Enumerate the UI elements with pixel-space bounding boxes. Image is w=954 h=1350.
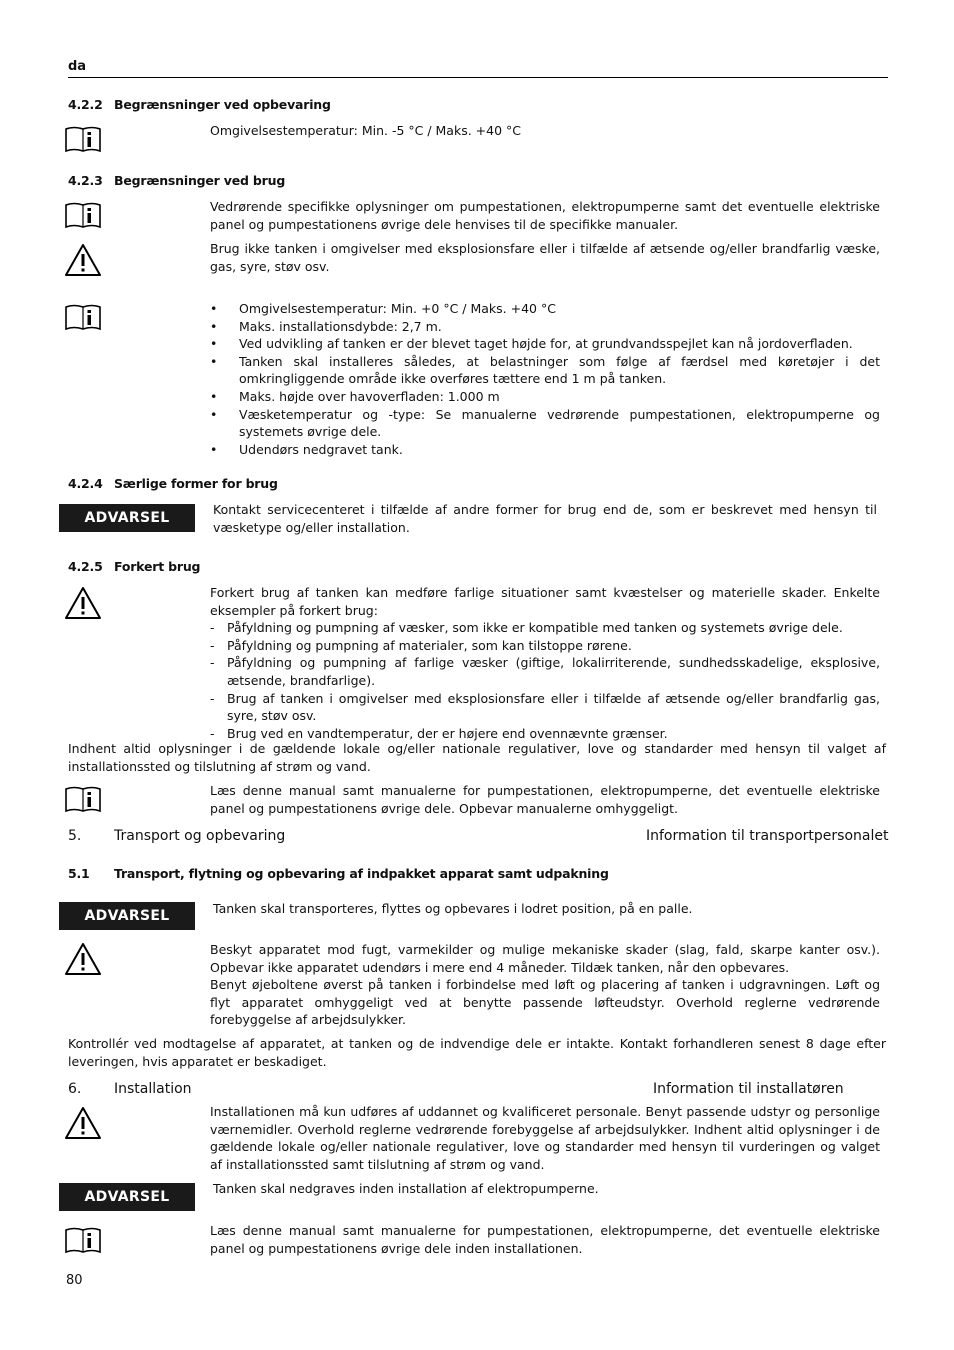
misuse-block [210, 584, 880, 742]
manual-info-icon [64, 124, 102, 158]
section-number: 4.2.3 [68, 173, 103, 188]
advarsel-badge: ADVARSEL [59, 1183, 195, 1211]
advarsel-badge: ADVARSEL [59, 504, 195, 532]
warning-triangle-icon [64, 586, 102, 624]
list-item: - Brug af tanken i omgivelser med eksplosionsfare eller i tilfælde af ætsende og/eller brandfarlig gas, syre, støv osv. [210, 690, 880, 725]
list-item: - Påfyldning og pumpning af materialer, som kan tilstoppe rørene. [210, 637, 880, 655]
warning-triangle-icon [64, 942, 102, 980]
heading-5 [68, 828, 285, 844]
audience-label: Information til transportpersonalet [646, 828, 889, 844]
usage-limits-list [210, 300, 880, 458]
header-divider [68, 77, 888, 78]
heading-4-2-2 [68, 97, 331, 112]
protect-text: Beskyt apparatet mod fugt, varmekilder og mulige mekaniske skader (slag, fald, skarpe kanter osv.). Opbevar ikke apparatet udendørs i mere end 4 måneder. Tildæk tanken, når den opbevares. [210, 942, 880, 975]
section-number: 4.2.2 [68, 97, 103, 112]
page-number: 80 [66, 1273, 83, 1288]
audience-label: Information til installatøren [653, 1081, 844, 1097]
read-manual-before-install-text: Læs denne manual samt manualerne for pumpestationen, elektropumperne, det eventuelle elektriske panel og pumpestationens øvrige dele inden installationen. [210, 1223, 880, 1256]
heading-6 [68, 1081, 192, 1097]
manual-info-icon [64, 200, 102, 234]
section-number: 6. [68, 1081, 82, 1097]
warning-triangle-icon [64, 243, 102, 281]
list-item: - Påfyldning og pumpning af farlige væsker (giftige, lokalirriterende, sundhedsskadelige, eksplosive, ætsende, brandfarlige). [210, 654, 880, 689]
list-item: • Maks. installationsdybde: 2,7 m. [210, 318, 880, 336]
section-title: Begrænsninger ved opbevaring [114, 97, 331, 112]
section-title: Installation [114, 1081, 192, 1097]
usage-warning-text: Brug ikke tanken i omgivelser med eksplosionsfare eller i tilfælde af ætsende og/eller brandfarlig væske, gas, syre, støv osv. [210, 241, 880, 274]
list-item: - Påfyldning og pumpning af væsker, som ikke er kompatible med tanken og systemets øvrige dele. [210, 619, 880, 637]
storage-temperature-text: Omgivelsestemperatur: Min. -5 °C / Maks. +40 °C [210, 123, 521, 138]
misuse-list [210, 619, 880, 742]
section-title: Begrænsninger ved brug [114, 173, 286, 188]
transport-position-text: Tanken skal transporteres, flyttes og opbevares i lodret position, på en palle. [213, 901, 693, 916]
section-title: Forkert brug [114, 559, 201, 574]
usage-info-text: Vedrørende specifikke oplysninger om pumpestationen, elektropumperne samt det eventuelle elektriske panel og pumpestationens øvrige dele henvises til de specifikke manualer. [210, 199, 880, 232]
manual-info-icon [64, 1225, 102, 1259]
transport-warning-block [210, 941, 880, 1029]
list-item: • Omgivelsestemperatur: Min. +0 °C / Maks. +40 °C [210, 300, 880, 318]
delivery-check-paragraph: Kontrollér ved modtagelse af apparatet, at tanken og de indvendige dele er intakte. Kontakt forhandleren senest 8 dage efter leveringen, hvis apparatet er beskadiget. [68, 1036, 886, 1069]
advarsel-badge: ADVARSEL [59, 902, 195, 930]
list-item: • Udendørs nedgravet tank. [210, 441, 880, 459]
heading-5-1 [68, 866, 609, 881]
section-number: 5. [68, 828, 82, 844]
section-number: 5.1 [68, 866, 90, 881]
section-title: Særlige former for brug [114, 476, 278, 491]
regulations-paragraph: Indhent altid oplysninger i de gældende lokale og/eller nationale regulativer, love og standarder med hensyn til valget af installationssted og tilslutning af strøm og vand. [68, 741, 886, 774]
list-item: • Ved udvikling af tanken er der blevet taget højde for, at grundvandsspejlet kan nå jordoverfladen. [210, 335, 880, 353]
section-title: Transport og opbevaring [114, 828, 286, 844]
section-title: Transport, flytning og opbevaring af indpakket apparat samt udpakning [114, 866, 609, 881]
manual-info-icon [64, 784, 102, 818]
heading-4-2-4 [68, 476, 278, 491]
list-item: • Maks. højde over havoverfladen: 1.000 m [210, 388, 880, 406]
list-item: • Væsketemperatur og -type: Se manualerne vedrørende pumpestationen, elektropumperne og systemets øvrige dele. [210, 406, 880, 441]
language-code: da [68, 59, 87, 74]
list-item: • Tanken skal installeres således, at belastninger som følge af færdsel med køretøjer i det omkringliggende område ikke overføres tættere end 1 m på tanken. [210, 353, 880, 388]
lifting-text: Benyt øjeboltene øverst på tanken i forbindelse med løft og placering af tanken i udgravningen. Løft og flyt apparatet omhyggeligt ved at benytte passende løfteudstyr. Overhold reglerne vedrørende forebyggelse af arbejdsulykker. [210, 977, 880, 1028]
manual-info-icon [64, 302, 102, 336]
installation-warning-text: Installationen må kun udføres af uddannet og kvalificeret personale. Benyt passende udstyr og personlige værnemidler. Overhold reglerne vedrørende forebyggelse af arbejdsulykker. Indhent altid oplysninger i de gældende lokale og/eller nationale regulativer, love og standarder med hensyn til vurderingen og valget af installationssted samt tilslutning af strøm og vand. [210, 1104, 880, 1172]
heading-4-2-3 [68, 173, 285, 188]
warning-triangle-icon [64, 1106, 102, 1144]
misuse-intro: Forkert brug af tanken kan medføre farlige situationer samt kvæstelser og materielle skader. Enkelte eksempler på forkert brug: [210, 585, 880, 618]
section-number: 4.2.4 [68, 476, 103, 491]
heading-4-2-5 [68, 559, 200, 574]
read-manual-text: Læs denne manual samt manualerne for pumpestationen, elektropumperne, det eventuelle elektriske panel og pumpestationens øvrige dele. Opbevar manualerne omhyggeligt. [210, 783, 880, 816]
list-item: - Brug ved en vandtemperatur, der er højere end ovennævnte grænser. [210, 725, 880, 743]
special-use-text: Kontakt servicecenteret i tilfælde af andre former for brug end de, som er beskrevet med hensyn til væsketype og/eller installation. [213, 502, 877, 535]
section-number: 4.2.5 [68, 559, 103, 574]
bury-tank-text: Tanken skal nedgraves inden installation af elektropumperne. [213, 1181, 599, 1196]
